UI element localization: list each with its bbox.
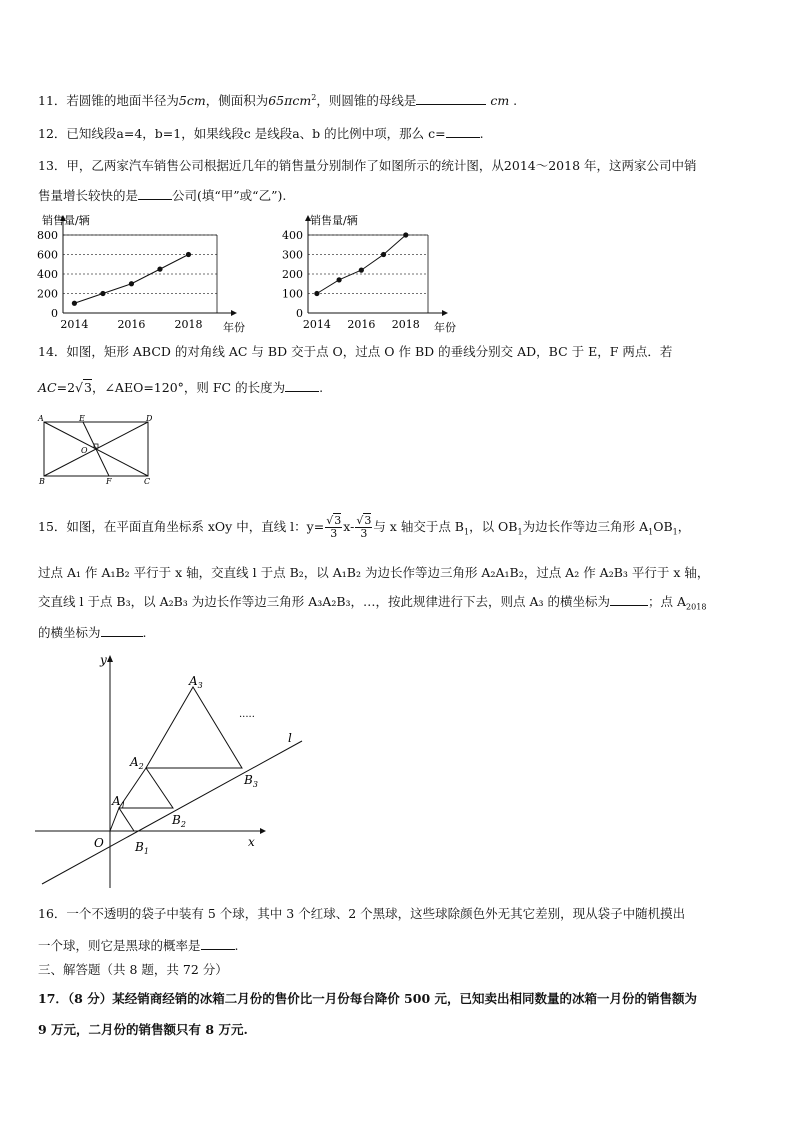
q15-text-7: ， — [677, 519, 691, 534]
label-A2: $A_2$ — [130, 755, 144, 771]
q15-answer-blank-2[interactable] — [101, 624, 143, 637]
q15-text: 15．如图，在平面直角坐标系 xOy 中，直线 l：y= — [38, 519, 325, 534]
y-tick-label: 0 — [296, 307, 303, 320]
sub: 1 — [463, 527, 470, 537]
chart-company-jia — [30, 205, 270, 335]
y-tick-label: 200 — [282, 268, 303, 281]
q15-intercept-num: 3 — [364, 514, 372, 527]
question-14-line-2 — [38, 379, 323, 397]
q11-radius-unit: cm — [186, 93, 206, 109]
triangle-sequence-figure — [30, 648, 320, 893]
ellipsis-dots: ..... — [239, 709, 255, 720]
q15-text-5: 为边长作等边三角形 A — [522, 519, 649, 534]
line-l-label: l — [288, 731, 292, 745]
data-point — [403, 232, 408, 237]
q15-period: . — [142, 625, 147, 640]
q12-answer-blank[interactable] — [446, 125, 480, 138]
data-point — [337, 277, 342, 282]
q16-period: . — [234, 938, 239, 953]
data-point — [359, 268, 364, 273]
q15-intercept-den: 3 — [360, 527, 368, 540]
question-14-line-1: 14．如图，矩形 ABCD 的对角线 AC 与 BD 交于点 O，过点 O 作 BD 的垂线分别交 AD，BC 于 E，F 两点．若 — [38, 344, 673, 359]
q14-radicand: 3 — [84, 380, 92, 395]
question-17-line-1: 17．（8 分）某经销商经销的冰箱二月份的售价比一月份每台降价 500 元，已知卖出相同数量的冰箱一月份的销售额为 — [38, 991, 697, 1006]
y-axis-label: y — [100, 653, 107, 667]
q14-period: . — [319, 380, 324, 395]
label-O: O — [81, 446, 88, 455]
q15-text-8: 交直线 l 于点 B₃，以 A₂B₃ 为边长作等边三角形 A₃A₂B₃，…，按此规律进行下去，则点 A₃ 的横坐标为 — [38, 594, 611, 609]
q15-slope-fraction — [325, 515, 342, 540]
sqrt-icon: √ — [75, 380, 83, 395]
y-tick-label: 400 — [37, 268, 58, 281]
q15-slope-den: 3 — [330, 527, 338, 540]
y-tick-label: 100 — [282, 287, 303, 301]
q11-unit: cm — [490, 93, 510, 109]
question-13-line-1: 13．甲，乙两家汽车销售公司根据近几年的销售量分别制作了如图所示的统计图，从2014～2018 年，这两家公司中销 — [38, 158, 697, 173]
data-point — [381, 252, 386, 257]
q14-coef: 2 — [67, 380, 76, 395]
y-tick-label: 0 — [51, 307, 58, 320]
y-axis-title: 销售量/辆 — [42, 214, 90, 227]
q14-text: AC= — [38, 380, 68, 395]
y-tick-label: 800 — [37, 229, 58, 242]
label-A: A — [38, 414, 44, 423]
q11-radius: 5 — [178, 93, 187, 109]
q11-area-unit: πcm — [284, 93, 312, 109]
question-13-line-2 — [38, 187, 286, 205]
x-tick-label: 2014 — [302, 318, 331, 331]
label-E: E — [79, 414, 85, 423]
label-A1: $A_1$ — [112, 794, 126, 810]
q16-text: 一个球，则它是黑球的概率是 — [38, 938, 201, 953]
y-tick-label: 300 — [282, 248, 303, 262]
x-axis-title: 年份 — [223, 321, 245, 334]
label-B2: $B_2$ — [172, 813, 186, 829]
y-tick-label: 400 — [282, 229, 303, 242]
q13-text: 售量增长较快的是 — [38, 188, 139, 203]
question-16-line-1: 16．一个不透明的袋子中装有 5 个球，其中 3 个红球、2 个黑球，这些球除颜色外无其它差别，现从袋子中随机摸出 — [38, 906, 686, 921]
question-17-line-2: 9 万元，二月份的销售额只有 8 万元. — [38, 1022, 248, 1037]
q11-period: . — [513, 93, 518, 109]
question-16-line-2 — [38, 937, 239, 955]
x-axis-title: 年份 — [434, 321, 456, 334]
q14-text-2: ，∠AEO=120°，则 FC 的长度为 — [91, 380, 286, 395]
y-tick-label: 200 — [37, 287, 58, 301]
x-axis-arrow — [442, 310, 448, 316]
sub: 2018 — [686, 602, 707, 612]
data-point — [72, 301, 77, 306]
label-D: D — [146, 414, 153, 423]
data-point — [186, 252, 191, 257]
sqrt-icon: √ — [356, 514, 364, 527]
q11-text: 11．若圆锥的地面半径为 — [38, 93, 179, 109]
x-tick-label: 2018 — [174, 318, 203, 331]
series-line — [317, 235, 406, 294]
origin-label: O — [94, 836, 104, 850]
x-tick-label: 2018 — [391, 318, 420, 331]
x-tick-label: 2014 — [60, 318, 89, 331]
data-point — [100, 291, 105, 296]
q15-text-2: x- — [343, 519, 355, 534]
section-heading: 三、解答题（共 8 题，共 72 分） — [38, 962, 228, 977]
q11-area: 65 — [268, 93, 285, 109]
label-B1: $B_1$ — [135, 840, 149, 856]
x-axis-arrow — [231, 310, 237, 316]
q15-answer-blank-1[interactable] — [610, 593, 648, 606]
sqrt-icon: √ — [326, 514, 334, 527]
question-15-line-4 — [38, 624, 147, 642]
q11-text-3: ，则圆锥的母线是 — [316, 93, 417, 109]
q11-answer-blank[interactable] — [416, 92, 486, 105]
sub: 1 — [517, 527, 523, 537]
q12-period: . — [479, 126, 484, 141]
x-tick-label: 2016 — [117, 318, 146, 331]
data-point — [129, 281, 134, 286]
q15-text-10: 的横坐标为 — [38, 625, 101, 640]
q11-area-exp: 2 — [311, 93, 317, 102]
label-B: B — [39, 477, 45, 486]
q15-text-9: ；点 A — [648, 594, 687, 609]
x-axis-label: x — [248, 835, 255, 849]
sub: 1 — [672, 527, 678, 537]
q15-text-6: OB — [653, 519, 673, 534]
question-11 — [38, 89, 517, 110]
data-point — [157, 267, 162, 272]
series-line — [74, 255, 188, 304]
y-axis-title: 销售量/辆 — [310, 214, 358, 227]
rectangle-figure — [36, 412, 158, 488]
label-F: F — [106, 477, 112, 486]
q15-text-3: 与 x 轴交于点 B — [373, 519, 464, 534]
q16-answer-blank[interactable] — [201, 937, 235, 950]
q13-text-2: 公司(填“甲”或“乙”). — [172, 188, 287, 203]
question-15-line-2: 过点 A₁ 作 A₁B₂ 平行于 x 轴，交直线 l 于点 B₂，以 A₁B₂ 为边长作等边三角形 A₂A₁B₂，过点 A₂ 作 A₂B₃ 平行于 x 轴， — [38, 565, 710, 580]
y-tick-label: 600 — [37, 248, 58, 262]
data-point — [314, 291, 319, 296]
q15-text-4: ，以 OB — [469, 519, 518, 534]
x-tick-label: 2016 — [347, 318, 376, 331]
q15-intercept-fraction — [355, 515, 372, 540]
q14-answer-blank[interactable] — [285, 379, 319, 392]
question-15-line-3 — [38, 593, 706, 617]
q15-slope-num: 3 — [334, 514, 342, 527]
q13-answer-blank[interactable] — [138, 187, 172, 200]
q11-text-2: ，侧面积为 — [205, 93, 269, 109]
question-12 — [38, 125, 484, 143]
chart-company-yi — [278, 205, 478, 335]
question-15-line-1 — [38, 512, 690, 542]
sub: 1 — [648, 527, 654, 537]
label-C: C — [144, 477, 151, 486]
label-B3: $B_3$ — [244, 773, 258, 789]
label-A3: $A_3$ — [189, 674, 203, 690]
q12-text: 12．已知线段a=4，b=1，如果线段c 是线段a、b 的比例中项，那么 c= — [38, 126, 446, 141]
